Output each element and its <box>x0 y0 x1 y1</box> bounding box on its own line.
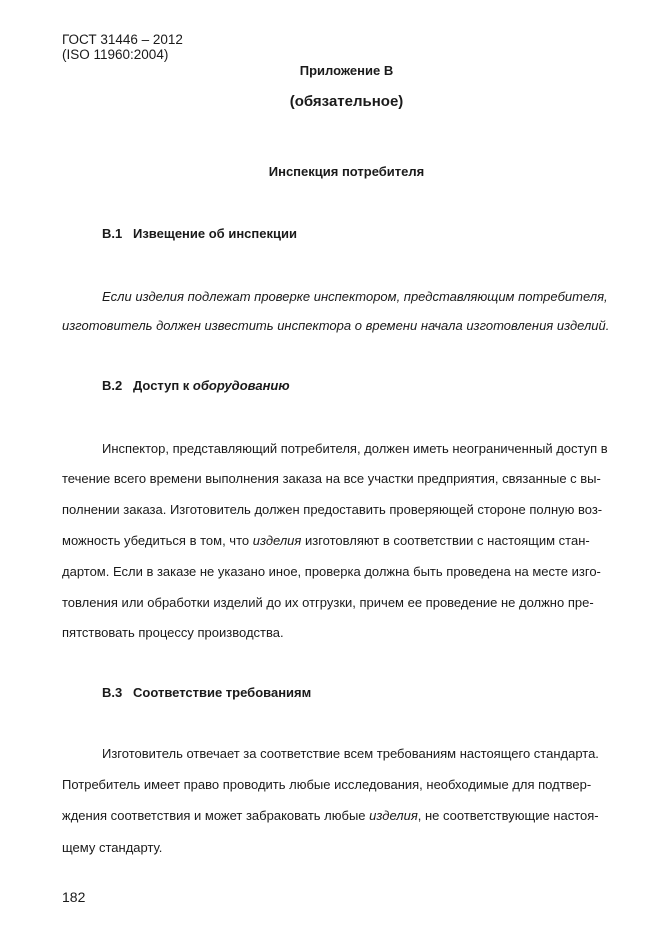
text-run-italic: изделия <box>252 533 302 548</box>
page-number: 182 <box>62 889 86 905</box>
iso-reference: (ISO 11960:2004) <box>62 47 169 62</box>
paragraph-line: дартом. Если в заказе не указано иное, проверка должна быть проведена на месте изго- <box>62 564 601 579</box>
paragraph-line <box>62 808 599 823</box>
section-title: Извещение об инспекции <box>133 226 297 241</box>
paragraph-line: Инспектор, представляющий потребителя, должен иметь неограниченный доступ в <box>102 441 608 456</box>
paragraph-line: течение всего времени выполнения заказа на все участки предприятия, связанные с вы- <box>62 471 601 486</box>
section-heading-b1 <box>102 226 297 241</box>
section-heading-b3 <box>102 685 311 700</box>
appendix-title: Приложение В <box>299 63 394 78</box>
paragraph-line: Потребитель имеет право проводить любые исследования, необходимые для подтвер- <box>62 777 592 792</box>
appendix-status: (обязательное) <box>289 93 404 110</box>
standard-number: ГОСТ 31446 – 2012 <box>62 32 183 47</box>
document-title: Инспекция потребителя <box>268 164 425 179</box>
paragraph-line: пятствовать процессу производства. <box>62 625 284 640</box>
section-title: Доступ к <box>133 378 193 393</box>
paragraph-line: товления или обработки изделий до их отгрузки, причем ее проведение не должно пре- <box>62 595 594 610</box>
section-number: В.2 <box>102 378 123 393</box>
text-run: , не соответствующие настоя- <box>417 808 599 823</box>
paragraph-line <box>62 533 590 548</box>
section-number: В.3 <box>102 685 123 700</box>
text-run-italic: изделия <box>369 808 418 823</box>
section-title-italic: оборудованию <box>192 378 290 393</box>
section-heading-b2 <box>102 378 290 393</box>
text-run: изготовляют в соответствии с настоящим стан- <box>301 533 590 548</box>
text-run: можность убедиться в том, что <box>62 533 253 548</box>
text-run: ждения соответствия и может забраковать любые <box>62 808 370 823</box>
paragraph-line: Изготовитель отвечает за соответствие всем требованиям настоящего стандарта. <box>102 746 599 761</box>
section-number: В.1 <box>102 226 123 241</box>
paragraph-line: полнении заказа. Изготовитель должен предоставить проверяющей стороне полную воз- <box>62 502 603 517</box>
paragraph-line: щему стандарту. <box>62 840 163 855</box>
paragraph-line: Если изделия подлежат проверке инспектором, представляющим потребителя, <box>102 289 608 304</box>
document-header <box>62 32 183 62</box>
paragraph-line: изготовитель должен известить инспектора о времени начала изготовления изделий. <box>62 318 610 333</box>
section-title: Соответствие требованиям <box>133 685 312 700</box>
